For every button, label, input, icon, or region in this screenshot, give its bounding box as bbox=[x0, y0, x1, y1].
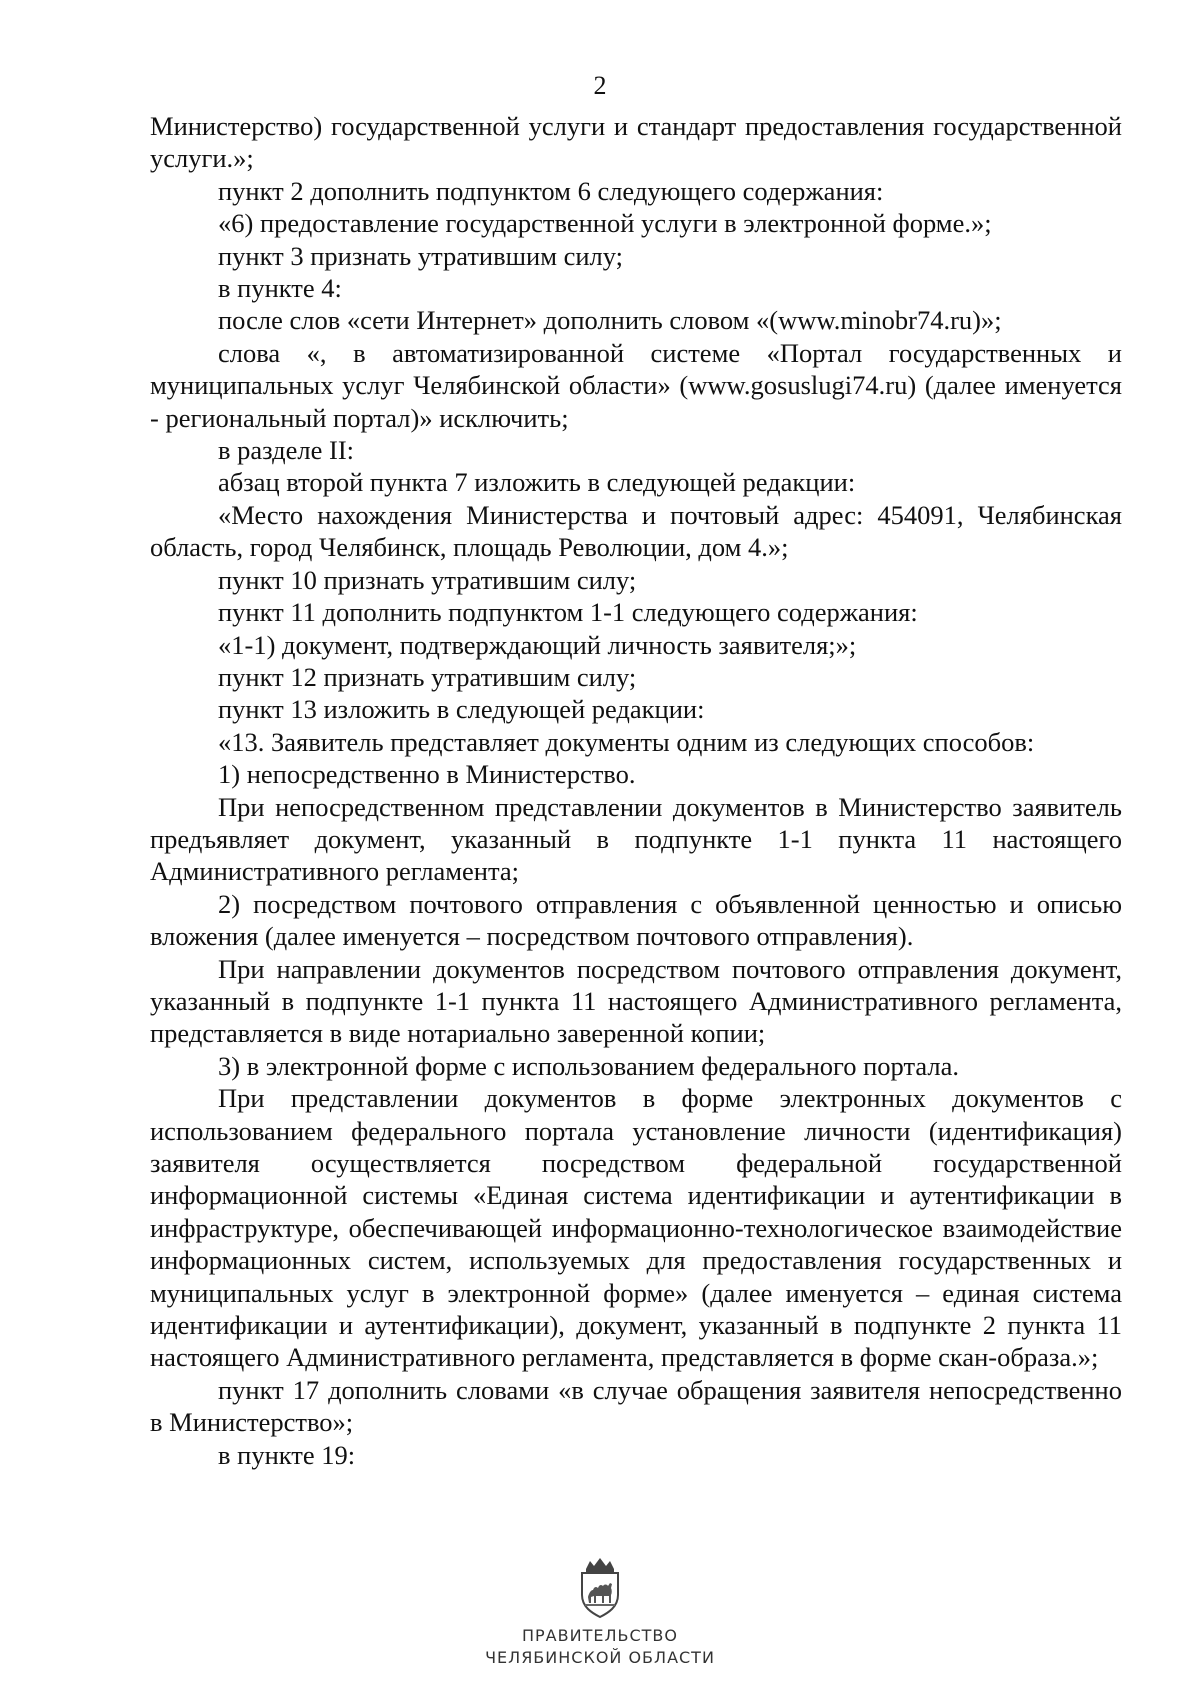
paragraph: «1-1) документ, подтверждающий личность заявителя;»; bbox=[218, 629, 857, 660]
paragraph: При направлении документов посредством почтового отправления документ, указанный в подпункте 1-1 пункта 11 настоящего Административного регламента, представляется в виде нотариально заверенной копии; bbox=[150, 953, 1122, 1049]
paragraph: пункт 17 дополнить словами «в случае обращения заявителя непосредственно в Министерство»; bbox=[150, 1374, 1122, 1438]
paragraph: абзац второй пункта 7 изложить в следующей редакции: bbox=[218, 467, 856, 498]
paragraph: пункт 10 признать утратившим силу; bbox=[218, 564, 637, 595]
paragraph: пункт 2 дополнить подпунктом 6 следующего содержания: bbox=[218, 175, 884, 206]
paragraph: в пункте 19: bbox=[218, 1439, 356, 1470]
paragraph: в разделе II: bbox=[218, 435, 355, 466]
paragraph: При представлении документов в форме электронных документов с использованием федерального портала установление личности (идентификация) заявителя осуществляется посредством федеральной государственной информационной системы «Единая система идентификации и аутентификации в инфраструктуре, обеспечивающей информационно-технологическое взаимодействие информационных систем, используемых для предоставления государственных и муниципальных услуг в электронной форме» (далее именуется – единая система идентификации и аутентификации), документ, указанный в подпункте 2 пункта 11 настоящего Административного регламента, представляется в форме скан-образа.»; bbox=[150, 1083, 1122, 1373]
paragraph: после слов «сети Интернет» дополнить словом «(www.minobr74.ru)»; bbox=[218, 305, 1002, 336]
page-number: 2 bbox=[593, 71, 607, 100]
paragraph: пункт 13 изложить в следующей редакции: bbox=[218, 694, 705, 725]
paragraph: слова «, в автоматизированной системе «Портал государственных и муниципальных услуг Челябинской области» (www.gosuslugi74.ru) (далее именуется - региональный портал)» исключить; bbox=[150, 337, 1122, 433]
paragraph: «6) предоставление государственной услуги в электронной форме.»; bbox=[218, 208, 992, 239]
paragraph: 3) в электронной форме с использованием федерального портала. bbox=[218, 1050, 959, 1081]
paragraph: пункт 12 признать утратившим силу; bbox=[218, 661, 637, 692]
document-body bbox=[150, 110, 1122, 1471]
government-seal bbox=[0, 1555, 1200, 1669]
paragraph: 1) непосредственно в Министерство. bbox=[218, 759, 636, 790]
chelyabinsk-coat-of-arms-icon bbox=[574, 1555, 626, 1619]
paragraph: 2) посредством почтового отправления с объявленной ценностью и описью вложения (далее именуется – посредством почтового отправления). bbox=[150, 888, 1122, 952]
paragraph: При непосредственном представлении документов в Министерство заявитель предъявляет документ, указанный в подпункте 1-1 пункта 11 настоящего Административного регламента; bbox=[150, 791, 1122, 887]
paragraph: пункт 11 дополнить подпунктом 1-1 следующего содержания: bbox=[218, 597, 918, 628]
seal-line-1: ПРАВИТЕЛЬСТВО bbox=[522, 1626, 678, 1645]
paragraph: «Место нахождения Министерства и почтовый адрес: 454091, Челябинская область, город Челябинск, площадь Революции, дом 4.»; bbox=[150, 499, 1122, 563]
paragraph: Министерство) государственной услуги и стандарт предоставления государственной услуги.»; bbox=[150, 111, 1122, 174]
seal-line-2: ЧЕЛЯБИНСКОЙ ОБЛАСТИ bbox=[485, 1648, 715, 1667]
paragraph: в пункте 4: bbox=[218, 273, 342, 304]
paragraph: пункт 3 признать утратившим силу; bbox=[218, 240, 624, 271]
paragraph: «13. Заявитель представляет документы одним из следующих способов: bbox=[218, 726, 1035, 757]
